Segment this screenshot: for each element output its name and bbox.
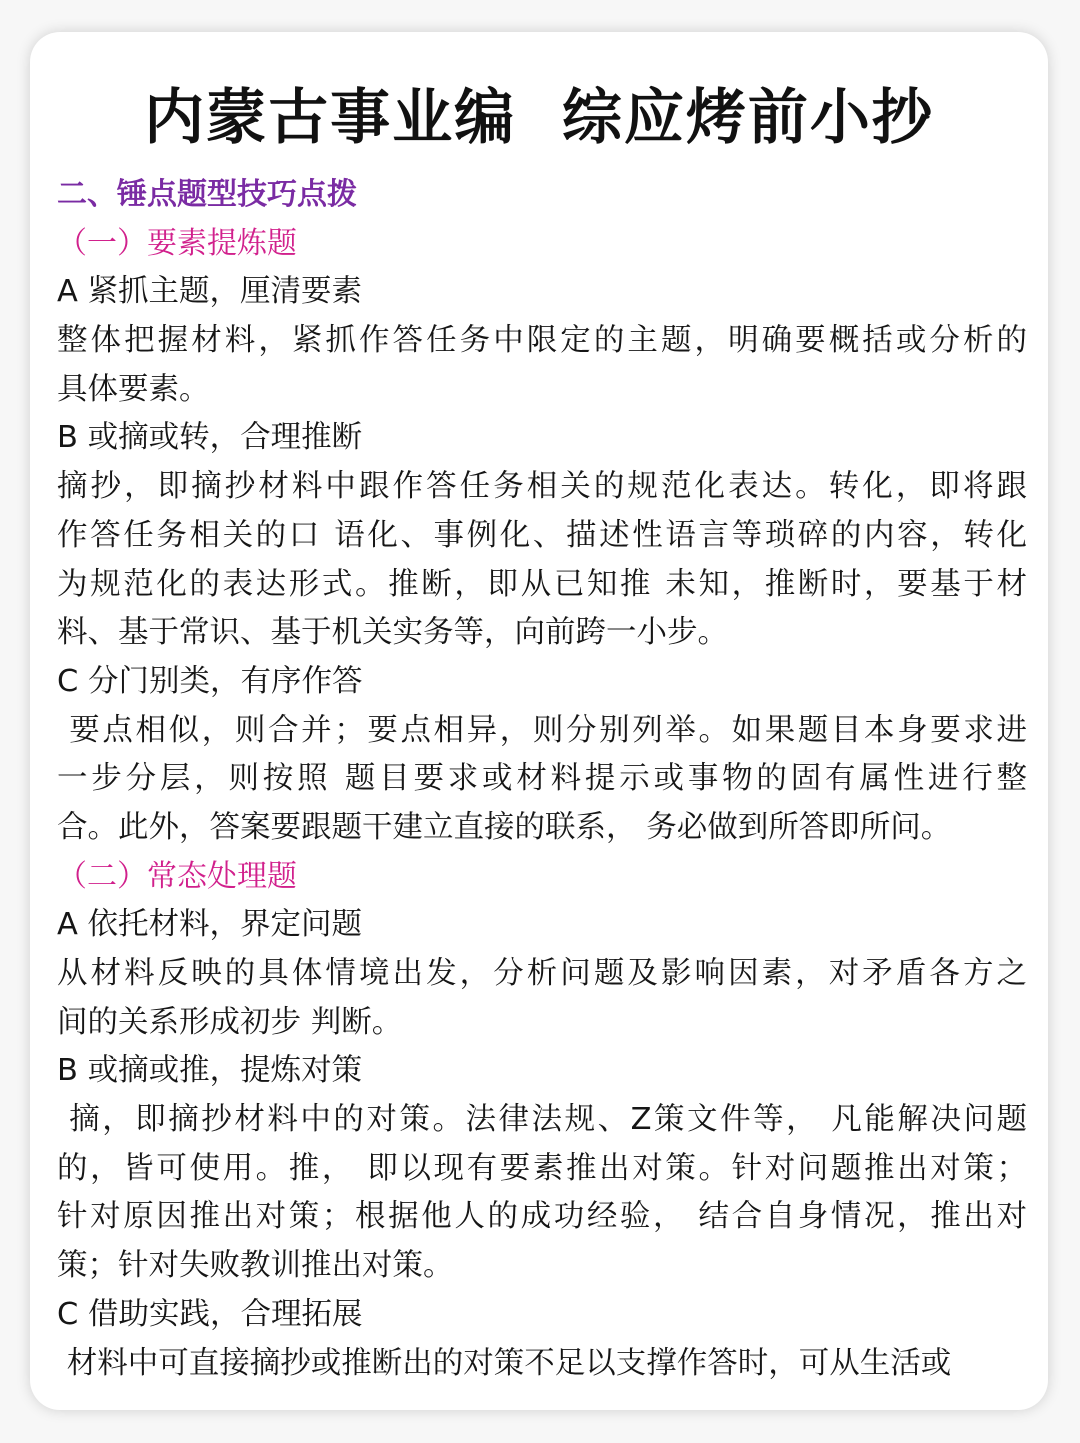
body-line: 整体把握材料，紧抓作答任务中限定的主题，明确要概括或分析的 [57, 323, 1027, 359]
body-line: 从材料反映的具体情境出发，分析问题及影响因素，对矛盾各方之 [57, 956, 1027, 991]
subsection-heading: （二）常态处理题 [57, 858, 297, 894]
body-line: 一步分层，则按照 题目要求或材料提示或事物的固有属性进行整 [57, 761, 1027, 797]
body-line: 作答任务相关的口 语化、事例化、描述性语言等琐碎的内容，转化 [57, 517, 1027, 553]
point-heading: B 或摘或推，提炼对策 [57, 1053, 363, 1089]
point-heading: A 依托材料，界定问题 [57, 907, 363, 943]
body-line: 针对原因推出对策；根据他人的成功经验， 结合自身情况，推出对 [57, 1199, 1027, 1235]
point-heading: C 借助实践，合理拓展 [57, 1296, 363, 1332]
section-heading: 二、锤点题型技巧点拨 [57, 177, 357, 212]
body-line: 摘，即摘抄材料中的对策。法律法规、Z策文件等， 凡能解决问题 [57, 1102, 1027, 1138]
body-line: 间的关系形成初步 判断。 [57, 1004, 403, 1040]
note-body [57, 171, 1027, 1388]
body-line: 策；针对失败教训推出对策。 [57, 1248, 454, 1284]
subsection-heading: （一）要素提炼题 [57, 225, 297, 261]
point-heading: C 分门别类，有序作答 [57, 663, 363, 699]
body-line: 为规范化的表达形式。推断，即从已知推 未知，推断时，要基于材 [57, 566, 1027, 602]
body-line: 摘抄，即摘抄材料中跟作答任务相关的规范化表达。转化，即将跟 [57, 469, 1027, 505]
body-line: 材料中可直接摘抄或推断出的对策不足以支撑作答时，可从生活或 [57, 1345, 952, 1381]
point-heading: A 紧抓主题，厘清要素 [57, 274, 363, 310]
body-line: 的，皆可使用。推， 即以现有要素推出对策。针对问题推出对策； [57, 1150, 1027, 1186]
page-title: 内蒙古事业编 综应烤前小抄 [144, 83, 934, 153]
body-line: 具体要素。 [57, 371, 210, 407]
body-line: 料、基于常识、基于机关实务等，向前跨一小步。 [57, 615, 728, 651]
note-card [30, 32, 1048, 1410]
body-line: 合。此外，答案要跟题干建立直接的联系， 务必做到所答即所问。 [57, 809, 952, 845]
body-line: 要点相似，则合并；要点相异，则分别列举。如果题目本身要求进 [57, 712, 1027, 748]
point-heading: B 或摘或转，合理推断 [57, 420, 363, 456]
